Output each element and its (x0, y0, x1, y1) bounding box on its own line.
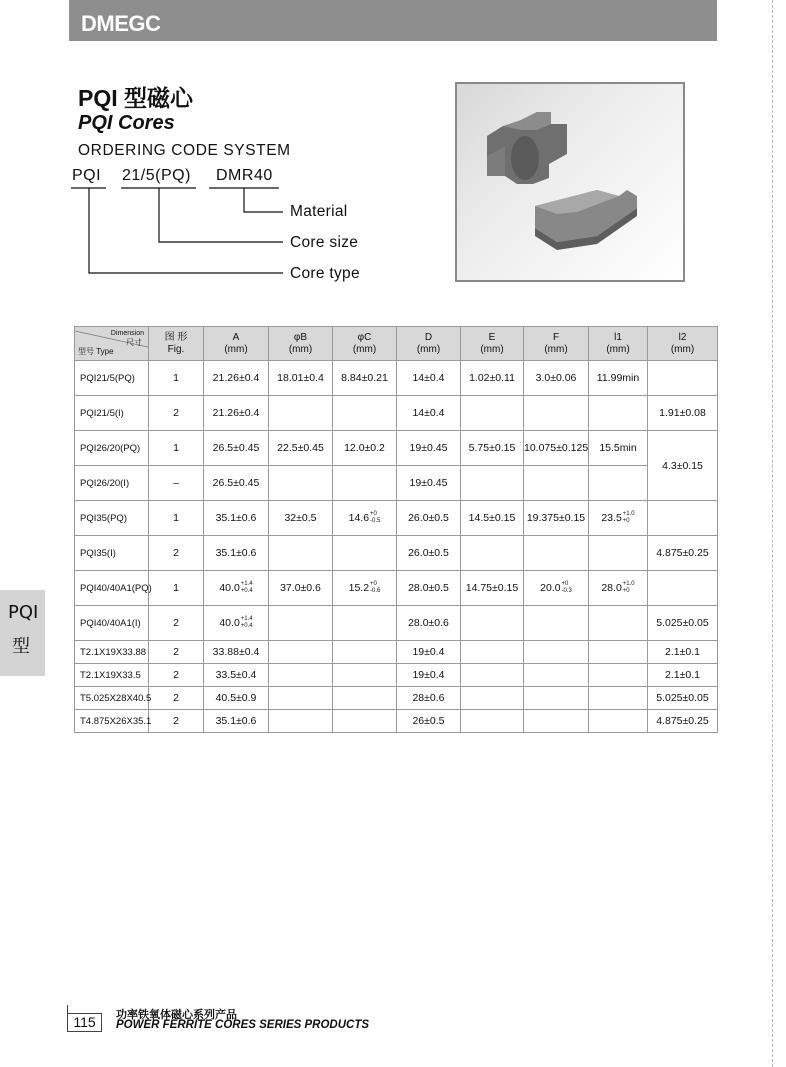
cell-e (461, 536, 524, 571)
value: 40.0 (219, 581, 240, 594)
cell-type: T2.1X19X33.88 (75, 641, 149, 664)
col-sym: φC (357, 331, 372, 343)
cell-c: 12.0±0.2 (333, 431, 397, 466)
col-sym: l2 (678, 331, 687, 343)
table-row (75, 501, 718, 536)
cell-f (524, 571, 589, 606)
cell-f (524, 710, 589, 733)
tol-lower: +0 (622, 588, 630, 594)
cell-b (269, 687, 333, 710)
col-header-e (461, 327, 524, 361)
value: 40.0 (219, 616, 240, 629)
cell-d: 26.0±0.5 (397, 536, 461, 571)
cell-fig: 2 (149, 641, 204, 664)
cell-l1 (589, 710, 648, 733)
cell-type: T4.875X26X35.1 (75, 710, 149, 733)
cell-l2 (648, 501, 718, 536)
tol-upper: +1.0 (622, 511, 635, 517)
cell-f: 3.0±0.06 (524, 361, 589, 396)
tolerance (370, 511, 380, 525)
cell-l2 (648, 571, 718, 606)
cell-l1 (589, 606, 648, 641)
col-header-l1 (589, 327, 648, 361)
cell-d: 26±0.5 (397, 710, 461, 733)
cell-f: 10.075±0.125 (524, 431, 589, 466)
cell-fig: 2 (149, 687, 204, 710)
corner-dimension: Dimension (110, 330, 144, 337)
cell-b (269, 641, 333, 664)
tolerance (241, 616, 253, 630)
cell-f (524, 687, 589, 710)
cell-a: 35.1±0.6 (204, 536, 269, 571)
value: 20.0 (540, 581, 561, 594)
cell-fig: 1 (149, 361, 204, 396)
cell-l1 (589, 501, 648, 536)
cell-b (269, 466, 333, 501)
code-part-type: PQI (72, 167, 102, 184)
page-number: 115 (67, 1013, 102, 1032)
col-header-d (397, 327, 461, 361)
cell-b: 18.01±0.4 (269, 361, 333, 396)
cell-b (269, 606, 333, 641)
page-title: PQI 型磁心 (78, 85, 194, 111)
tol-upper: +1.4 (240, 581, 253, 587)
side-tab (0, 590, 45, 676)
footer-en: POWER FERRITE CORES SERIES PRODUCTS (116, 1019, 370, 1031)
cell-c (333, 710, 397, 733)
col-header-a (204, 327, 269, 361)
cell-e: 5.75±0.15 (461, 431, 524, 466)
tol-lower: -0.6 (370, 588, 381, 594)
cell-d: 19±0.45 (397, 431, 461, 466)
fig-header (149, 327, 204, 361)
cell-b (269, 536, 333, 571)
cell-c (333, 687, 397, 710)
cell-e (461, 466, 524, 501)
cell-a: 26.5±0.45 (204, 431, 269, 466)
tolerance (241, 581, 253, 595)
cell-fig: 2 (149, 396, 204, 431)
col-sym: E (488, 331, 496, 343)
table-row (75, 431, 718, 466)
cell-type: PQI21/5(PQ) (75, 361, 149, 396)
tol-upper: +1.4 (240, 616, 253, 622)
table-row (75, 710, 718, 733)
side-tab-line2: 型 (12, 636, 30, 657)
cell-f (524, 606, 589, 641)
col-sym: l1 (614, 331, 622, 343)
cell-f (524, 396, 589, 431)
cell-d: 28±0.6 (397, 687, 461, 710)
tol-lower: -0.3 (561, 588, 572, 594)
cell-l2: 2.1±0.1 (648, 664, 718, 687)
cell-d: 19±0.4 (397, 664, 461, 687)
cell-a: 33.5±0.4 (204, 664, 269, 687)
cell-e (461, 710, 524, 733)
cell-d: 14±0.4 (397, 361, 461, 396)
col-unit: (mm) (352, 343, 377, 355)
col-sym: D (424, 331, 433, 343)
cell-l2: 4.875±0.25 (648, 536, 718, 571)
cell-e: 1.02±0.11 (461, 361, 524, 396)
tol-upper: +0 (370, 511, 377, 517)
cell-a: 35.1±0.6 (204, 710, 269, 733)
cell-type: PQI40/40A1(I) (75, 606, 149, 641)
col-header-f (524, 327, 589, 361)
corner-type: 型号 Type (78, 347, 114, 356)
col-header-b (269, 327, 333, 361)
cell-f (524, 536, 589, 571)
table-row (75, 536, 718, 571)
dimension-table (74, 326, 718, 733)
table-row (75, 687, 718, 710)
col-unit: (mm) (224, 343, 248, 355)
corner-header (75, 327, 149, 361)
corner-size-cn: 尺寸 (126, 338, 142, 347)
cell-l2: 1.91±0.08 (648, 396, 718, 431)
cell-c: 8.84±0.21 (333, 361, 397, 396)
cell-a: 33.88±0.4 (204, 641, 269, 664)
cell-fig: 1 (149, 571, 204, 606)
cell-f: 19.375±0.15 (524, 501, 589, 536)
col-unit: (mm) (416, 343, 441, 355)
cell-e (461, 687, 524, 710)
cell-b: 32±0.5 (269, 501, 333, 536)
cell-e (461, 664, 524, 687)
table-row (75, 466, 718, 501)
cell-a: 35.1±0.6 (204, 501, 269, 536)
cell-l2: 2.1±0.1 (648, 641, 718, 664)
cell-d: 26.0±0.5 (397, 501, 461, 536)
cell-fig: 1 (149, 431, 204, 466)
cell-l1 (589, 664, 648, 687)
cell-fig: – (149, 466, 204, 501)
legend-material: Material (290, 203, 348, 220)
col-header-c (333, 327, 397, 361)
tol-lower: +0.4 (240, 588, 253, 594)
cell-l1 (589, 641, 648, 664)
legend-core-size: Core size (290, 234, 359, 251)
cell-a: 40.5±0.9 (204, 687, 269, 710)
cell-b (269, 664, 333, 687)
cell-a: 21.26±0.4 (204, 396, 269, 431)
cell-l1 (589, 687, 648, 710)
col-header-l2 (648, 327, 718, 361)
tol-lower: +0 (622, 518, 630, 524)
cell-a: 26.5±0.45 (204, 466, 269, 501)
page-subtitle: PQI Cores (78, 112, 175, 134)
table-row (75, 606, 718, 641)
cell-e (461, 396, 524, 431)
cell-type: PQI26/20(PQ) (75, 431, 149, 466)
cell-d: 28.0±0.6 (397, 606, 461, 641)
tolerance (623, 581, 635, 595)
cell-l1: 11.99min (589, 361, 648, 396)
cell-f (524, 641, 589, 664)
cell-d: 19±0.45 (397, 466, 461, 501)
cell-a (204, 606, 269, 641)
tol-lower: -0.5 (370, 518, 381, 524)
table-row (75, 664, 718, 687)
side-tab-line1: PQI (8, 602, 39, 623)
cell-fig: 2 (149, 664, 204, 687)
table-row (75, 396, 718, 431)
cell-l2: 5.025±0.05 (648, 687, 718, 710)
col-unit: (mm) (670, 343, 695, 355)
table-row (75, 571, 718, 606)
cell-type: PQI35(I) (75, 536, 149, 571)
cell-b: 22.5±0.45 (269, 431, 333, 466)
cell-e: 14.75±0.15 (461, 571, 524, 606)
code-part-size: 21/5(PQ) (122, 167, 191, 184)
tolerance (562, 581, 572, 595)
tol-upper: +1.0 (622, 581, 635, 587)
cell-fig: 2 (149, 606, 204, 641)
cell-fig: 2 (149, 536, 204, 571)
code-part-material: DMR40 (216, 167, 273, 184)
tolerance (370, 581, 380, 595)
table-row (75, 641, 718, 664)
product-photo (455, 82, 685, 282)
value: 15.2 (348, 581, 370, 594)
cell-l1 (589, 466, 648, 501)
cell-type: PQI40/40A1(PQ) (75, 571, 149, 606)
cell-type: PQI21/5(I) (75, 396, 149, 431)
col-unit: (mm) (544, 343, 568, 355)
ordering-code-diagram (0, 0, 400, 300)
cell-a (204, 571, 269, 606)
cell-l1: 15.5min (589, 431, 648, 466)
value: 28.0 (601, 581, 622, 594)
cell-l1 (589, 536, 648, 571)
cell-e (461, 641, 524, 664)
cell-b (269, 710, 333, 733)
pqi-core-illustration (457, 84, 683, 280)
cell-f (524, 664, 589, 687)
col-sym: φB (293, 331, 308, 343)
cell-c (333, 396, 397, 431)
cell-d: 28.0±0.5 (397, 571, 461, 606)
cell-c (333, 501, 397, 536)
cell-d: 19±0.4 (397, 641, 461, 664)
cell-c (333, 606, 397, 641)
cell-b: 37.0±0.6 (269, 571, 333, 606)
cell-c (333, 571, 397, 606)
i-core-shape (535, 190, 637, 250)
cell-fig: 1 (149, 501, 204, 536)
cell-type: T2.1X19X33.5 (75, 664, 149, 687)
tolerance (623, 511, 635, 525)
cell-e: 14.5±0.15 (461, 501, 524, 536)
cell-type: PQI26/20(I) (75, 466, 149, 501)
cell-l2 (648, 361, 718, 396)
cell-l2: 4.875±0.25 (648, 710, 718, 733)
table-row (75, 361, 718, 396)
cell-d: 14±0.4 (397, 396, 461, 431)
col-sym: F (552, 331, 560, 343)
cell-fig: 2 (149, 710, 204, 733)
pq-core-shape (487, 112, 567, 184)
cell-l2: 4.3±0.15 (648, 431, 718, 501)
page-edge-line (772, 0, 773, 1067)
cell-l2: 5.025±0.05 (648, 606, 718, 641)
col-unit: (mm) (288, 343, 313, 355)
cell-c (333, 466, 397, 501)
table-header-row (75, 327, 718, 361)
value: 23.5 (601, 511, 622, 524)
col-unit: (mm) (606, 343, 630, 355)
footer-cn: 功率铁氧体磁心系列产品 (116, 1009, 237, 1021)
cell-a: 21.26±0.4 (204, 361, 269, 396)
cell-c (333, 536, 397, 571)
col-sym: A (232, 331, 240, 343)
value: 14.6 (348, 511, 370, 524)
fig-header-en: Fig. (167, 343, 185, 355)
cell-e (461, 606, 524, 641)
cell-l1 (589, 396, 648, 431)
col-unit: (mm) (480, 343, 504, 355)
tol-upper: +0 (370, 581, 377, 587)
legend-core-type: Core type (290, 265, 360, 282)
cell-b (269, 396, 333, 431)
cell-type: PQI35(PQ) (75, 501, 149, 536)
tol-upper: +0 (561, 581, 569, 587)
cell-l1 (589, 571, 648, 606)
cell-c (333, 664, 397, 687)
cell-type: T5.025X28X40.5 (75, 687, 149, 710)
tol-lower: +0.4 (240, 623, 253, 629)
fig-header-cn: 图 形 (164, 331, 188, 343)
cell-f (524, 466, 589, 501)
cell-c (333, 641, 397, 664)
brand-logo: DMEGC (81, 11, 161, 36)
ordering-heading: ORDERING CODE SYSTEM (78, 142, 291, 159)
